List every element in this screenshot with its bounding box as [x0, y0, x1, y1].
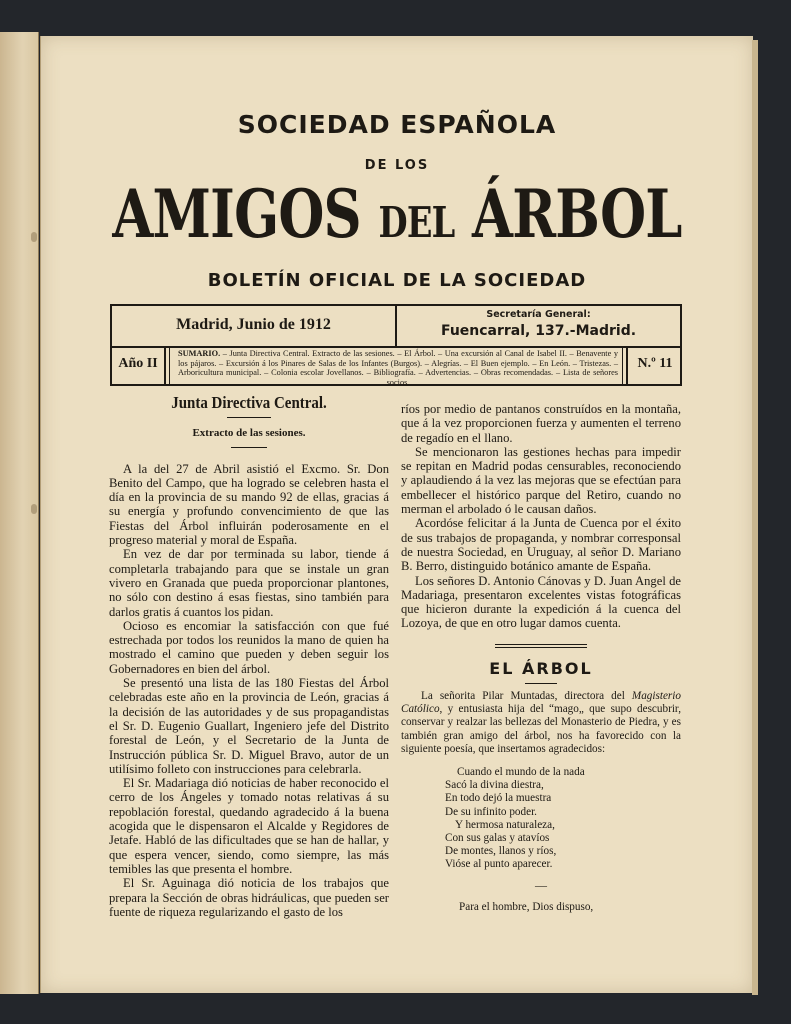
section-title-junta: Junta Directiva Central.	[171, 393, 327, 412]
secretaria-address: Fuencarral, 137.-Madrid.	[440, 323, 637, 339]
masthead-subtitle: BOLETÍN OFICIAL DE LA SOCIEDAD	[207, 270, 587, 291]
masthead-title-del: DEL	[378, 198, 455, 247]
binding-hole	[31, 232, 37, 242]
info-box-bottom	[110, 346, 682, 386]
paragraph: A la del 27 de Abril asistió el Excmo. Sr. Don Benito del Campo, que ha logrado se celebren hasta el día en la provincia de su mando 92 de ellas, gracias á su energía y profundo convencimiento de que las Fiestas del Árbol influirán poderosamente en el progreso material y moral de España.	[109, 461, 389, 548]
title-rule	[227, 417, 271, 418]
poem-line: De su infinito poder.	[445, 805, 537, 818]
issue-year: Año II	[118, 356, 158, 371]
poem-line: En todo dejó la muestra	[445, 792, 552, 805]
page-edge	[752, 40, 758, 995]
subtitle-rule	[231, 447, 267, 448]
box-divider	[626, 346, 628, 384]
title-rule	[525, 683, 557, 684]
poem-line: De montes, llanos y ríos,	[445, 845, 557, 858]
intro-text: , y entusiasta hija del “mago„ que supo descubrir, conservar y realzar las bellezas del Monasterio de Piedra, y es también gran amigo del árbol, nos ha favorecido con la siguiente poesía, que insertamos agradecidos:	[401, 703, 681, 755]
summary-text: – Junta Directiva Central. Extracto de las sesiones. – El Árbol. – Una excursión al Canal de Isabel II. – Benavente y los pájaros. – Excursión á los Pinares de Salas de los Infantes (Burgos). – Alegrías. – El Buen ejemplo. – En León. – Tristezas. – Arboricultura municipal. – Colonia escolar Jovellanos. – Bibliografía. – Advertencias. – Obras recomendadas. – Lista de señores socios.	[178, 349, 618, 387]
paragraph: Los señores D. Antonio Cánovas y D. Juan Angel de Madariaga, presentaron excelentes vistas fotográficas que hicieron durante la expedición á la cuenca del Lozoya, de que en otro lugar damos cuenta.	[401, 573, 681, 631]
newsletter-page	[40, 36, 753, 993]
issue-number: N.º 11	[637, 356, 673, 371]
poem-line: Cuando el mundo de la nada	[457, 766, 585, 779]
paragraph: Se mencionaron las gestiones hechas para impedir se repitan en Madrid podas censurables, reconociendo y aplaudiendo á la vez las mejoras que se efectúan para embellecer el histórico parque del Retiro, cuando no merman el arbolado ó le causan daños.	[401, 444, 681, 517]
column-left	[109, 393, 389, 919]
paragraph: En vez de dar por terminada su labor, tiende á completarla trabajando para que se instale un gran vivero en Granada que pueda proporcionar plantones, no sólo con destino á esas fiestas, sino también para darlos gratis á cuantos los pidan.	[109, 547, 389, 619]
summary-label: SUMARIO.	[178, 349, 221, 358]
poem-separator: —	[535, 877, 547, 892]
secretaria-label: Secretaría General:	[486, 309, 591, 320]
paragraph: El Sr. Aguinaga dió noticia de los trabajos que prepara la Sección de obras hidráulicas, que pueden ser fuente de riqueza regularizando el gasto de los	[109, 876, 389, 919]
section-title-arbol: EL ÁRBOL	[489, 658, 593, 678]
paragraph: Acordóse felicitar á la Junta de Cuenca por el éxito de sus trabajos de propaganda, y nombrar corresponsal de nuestra Sociedad, en Uruguay, al señor D. Mariano B. Berro, distinguido botánico amante de España.	[401, 516, 681, 574]
summary	[178, 349, 618, 387]
paragraph: ríos por medio de pantanos construídos en la montaña, que á la vez proporcionen fuerza y aumenten el terreno de regadío en el llano.	[401, 402, 681, 445]
intro-text: La señorita Pilar Muntadas, directora del	[421, 690, 632, 703]
paragraph: Ocioso es encomiar la satisfacción con que fué estrechada por todos los reunidos la mano de quien ha mostrado el camino que pueden y deben seguir los Gobernadores en bien del árbol.	[109, 618, 389, 676]
poem-line: Sacó la divina diestra,	[445, 779, 544, 792]
column-right	[401, 402, 681, 914]
poem-line: Vióse al punto aparecer.	[445, 858, 553, 871]
poem	[445, 766, 681, 872]
paragraph: Se presentó una lista de las 180 Fiestas del Árbol celebradas este año en la provincia de León, gracias á la decisión de las autoridades y de sus propagandistas el Sr. D. Eugenio Guallart, Ingeniero jefe del Distrito forestal de León, y el Secretario de la Junta de Instrucción pública Sr. D. Miguel Bravo, autor de un utilísimo folleto con instrucciones para celebrarla.	[109, 676, 389, 776]
section-subtitle: Extracto de las sesiones.	[192, 427, 306, 440]
masthead-society: SOCIEDAD ESPAÑOLA	[237, 110, 557, 139]
poem-line: Y hermosa naturaleza,	[455, 818, 555, 831]
poem-line: Con sus galas y atavíos	[445, 832, 550, 845]
intro-paragraph	[401, 690, 681, 756]
poem-line: Para el hombre, Dios dispuso,	[459, 900, 594, 913]
section-separator	[495, 644, 587, 648]
masthead-title-arbol: ÁRBOL	[472, 175, 682, 253]
binding-hole	[31, 504, 37, 514]
box-divider	[169, 346, 170, 384]
masthead-title	[112, 176, 682, 261]
arbol-intro	[401, 690, 681, 756]
paragraph: El Sr. Madariaga dió noticias de haber reconocido el cerro de los Ángeles y tomado notas relativas á su repoblación forestal, quedando agradecido á la buena acogida que le dispensaron el Alcalde y Regidores de Jetafe. Habló de las dificultades que se han de hallar, y que espera vencer, siendo, como siempre, las más temibles las que presenta el hombre.	[109, 776, 389, 876]
info-box-top	[110, 304, 682, 348]
intro-publication: Magisterio Católico	[401, 690, 681, 716]
issue-date: Madrid, Junio de 1912	[176, 316, 331, 333]
box-divider	[164, 346, 166, 384]
box-divider	[622, 346, 623, 384]
masthead-de-los: DE LOS	[364, 158, 430, 173]
masthead-title-amigos: AMIGOS	[112, 175, 361, 253]
